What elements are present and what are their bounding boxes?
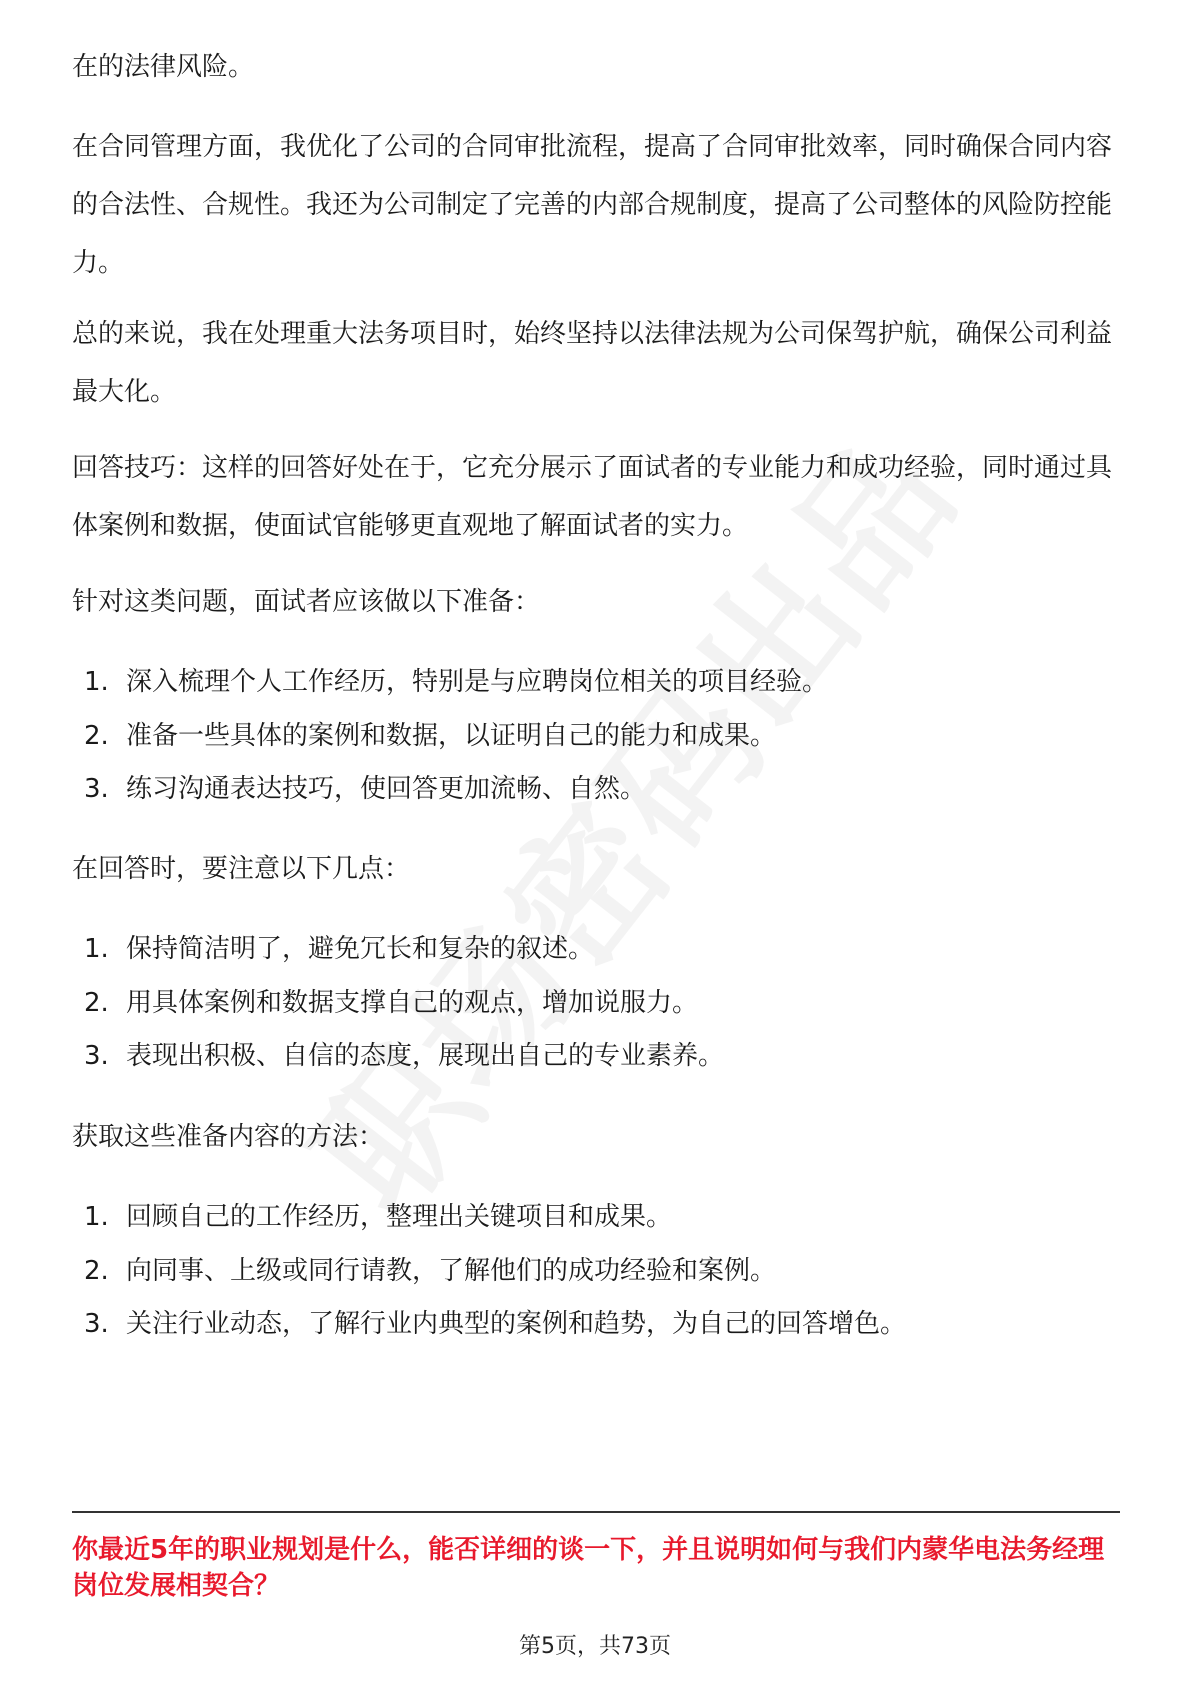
list-number: 3. [84, 1309, 109, 1339]
list-number: 1. [84, 934, 109, 964]
list-item [84, 653, 1114, 711]
section-divider [72, 1511, 1120, 1513]
list-text: 回顾自己的工作经历，整理出关键项目和成果。 [126, 1202, 673, 1232]
list-text: 用具体案例和数据支撑自己的观点，增加说服力。 [126, 988, 699, 1018]
list-item [84, 920, 1114, 978]
list-number: 2. [84, 721, 109, 751]
list-number: 1. [84, 667, 109, 697]
list-number: 3. [84, 774, 109, 804]
list-text: 表现出积极、自信的态度，展现出自己的专业素养。 [126, 1041, 725, 1071]
list-item [84, 1188, 1114, 1246]
next-question-heading: 你最近5年的职业规划是什么，能否详细的谈一下，并且说明如何与我们内蒙华电法务经理岗位发展相契合？ [72, 1535, 1105, 1601]
heading-preparation-methods: 获取这些准备内容的方法： [72, 1122, 385, 1152]
list-text: 练习沟通表达技巧，使回答更加流畅、自然。 [126, 774, 647, 804]
list-item [84, 1027, 1114, 1085]
paragraph-summary: 总的来说，我在处理重大法务项目时，始终坚持以法律法规为公司保驾护航，确保公司利益最大化。 [72, 319, 1113, 407]
list-text: 关注行业动态，了解行业内典型的案例和趋势，为自己的回答增色。 [126, 1309, 907, 1339]
paragraph-contract-management: 在合同管理方面，我优化了公司的合同审批流程，提高了合同审批效率，同时确保合同内容的合法性、合规性。我还为公司制定了完善的内部合规制度，提高了公司整体的风险防控能力。 [72, 132, 1113, 278]
paragraph-continuation: 在的法律风险。 [72, 52, 255, 82]
list-text: 深入梳理个人工作经历，特别是与应聘岗位相关的项目经验。 [126, 667, 829, 697]
list-item [84, 1295, 1114, 1353]
page-number: 第5页，共73页 [519, 1634, 671, 1659]
list-text: 准备一些具体的案例和数据，以证明自己的能力和成果。 [126, 721, 777, 751]
list-item [84, 707, 1114, 765]
list-number: 1. [84, 1202, 109, 1232]
list-number: 3. [84, 1041, 109, 1071]
list-item [84, 1242, 1114, 1300]
paragraph-preparation-intro: 针对这类问题，面试者应该做以下准备： [72, 587, 541, 617]
list-item [84, 974, 1114, 1032]
list-text: 保持简洁明了，避免冗长和复杂的叙述。 [126, 934, 595, 964]
heading-answer-notes: 在回答时，要注意以下几点： [72, 854, 411, 884]
paragraph-answer-tips: 回答技巧：这样的回答好处在于，它充分展示了面试者的专业能力和成功经验，同时通过具体案例和数据，使面试官能够更直观地了解面试者的实力。 [72, 453, 1113, 541]
list-number: 2. [84, 1256, 109, 1286]
list-number: 2. [84, 988, 109, 1018]
list-text: 向同事、上级或同行请教，了解他们的成功经验和案例。 [126, 1256, 777, 1286]
list-item [84, 760, 1114, 818]
